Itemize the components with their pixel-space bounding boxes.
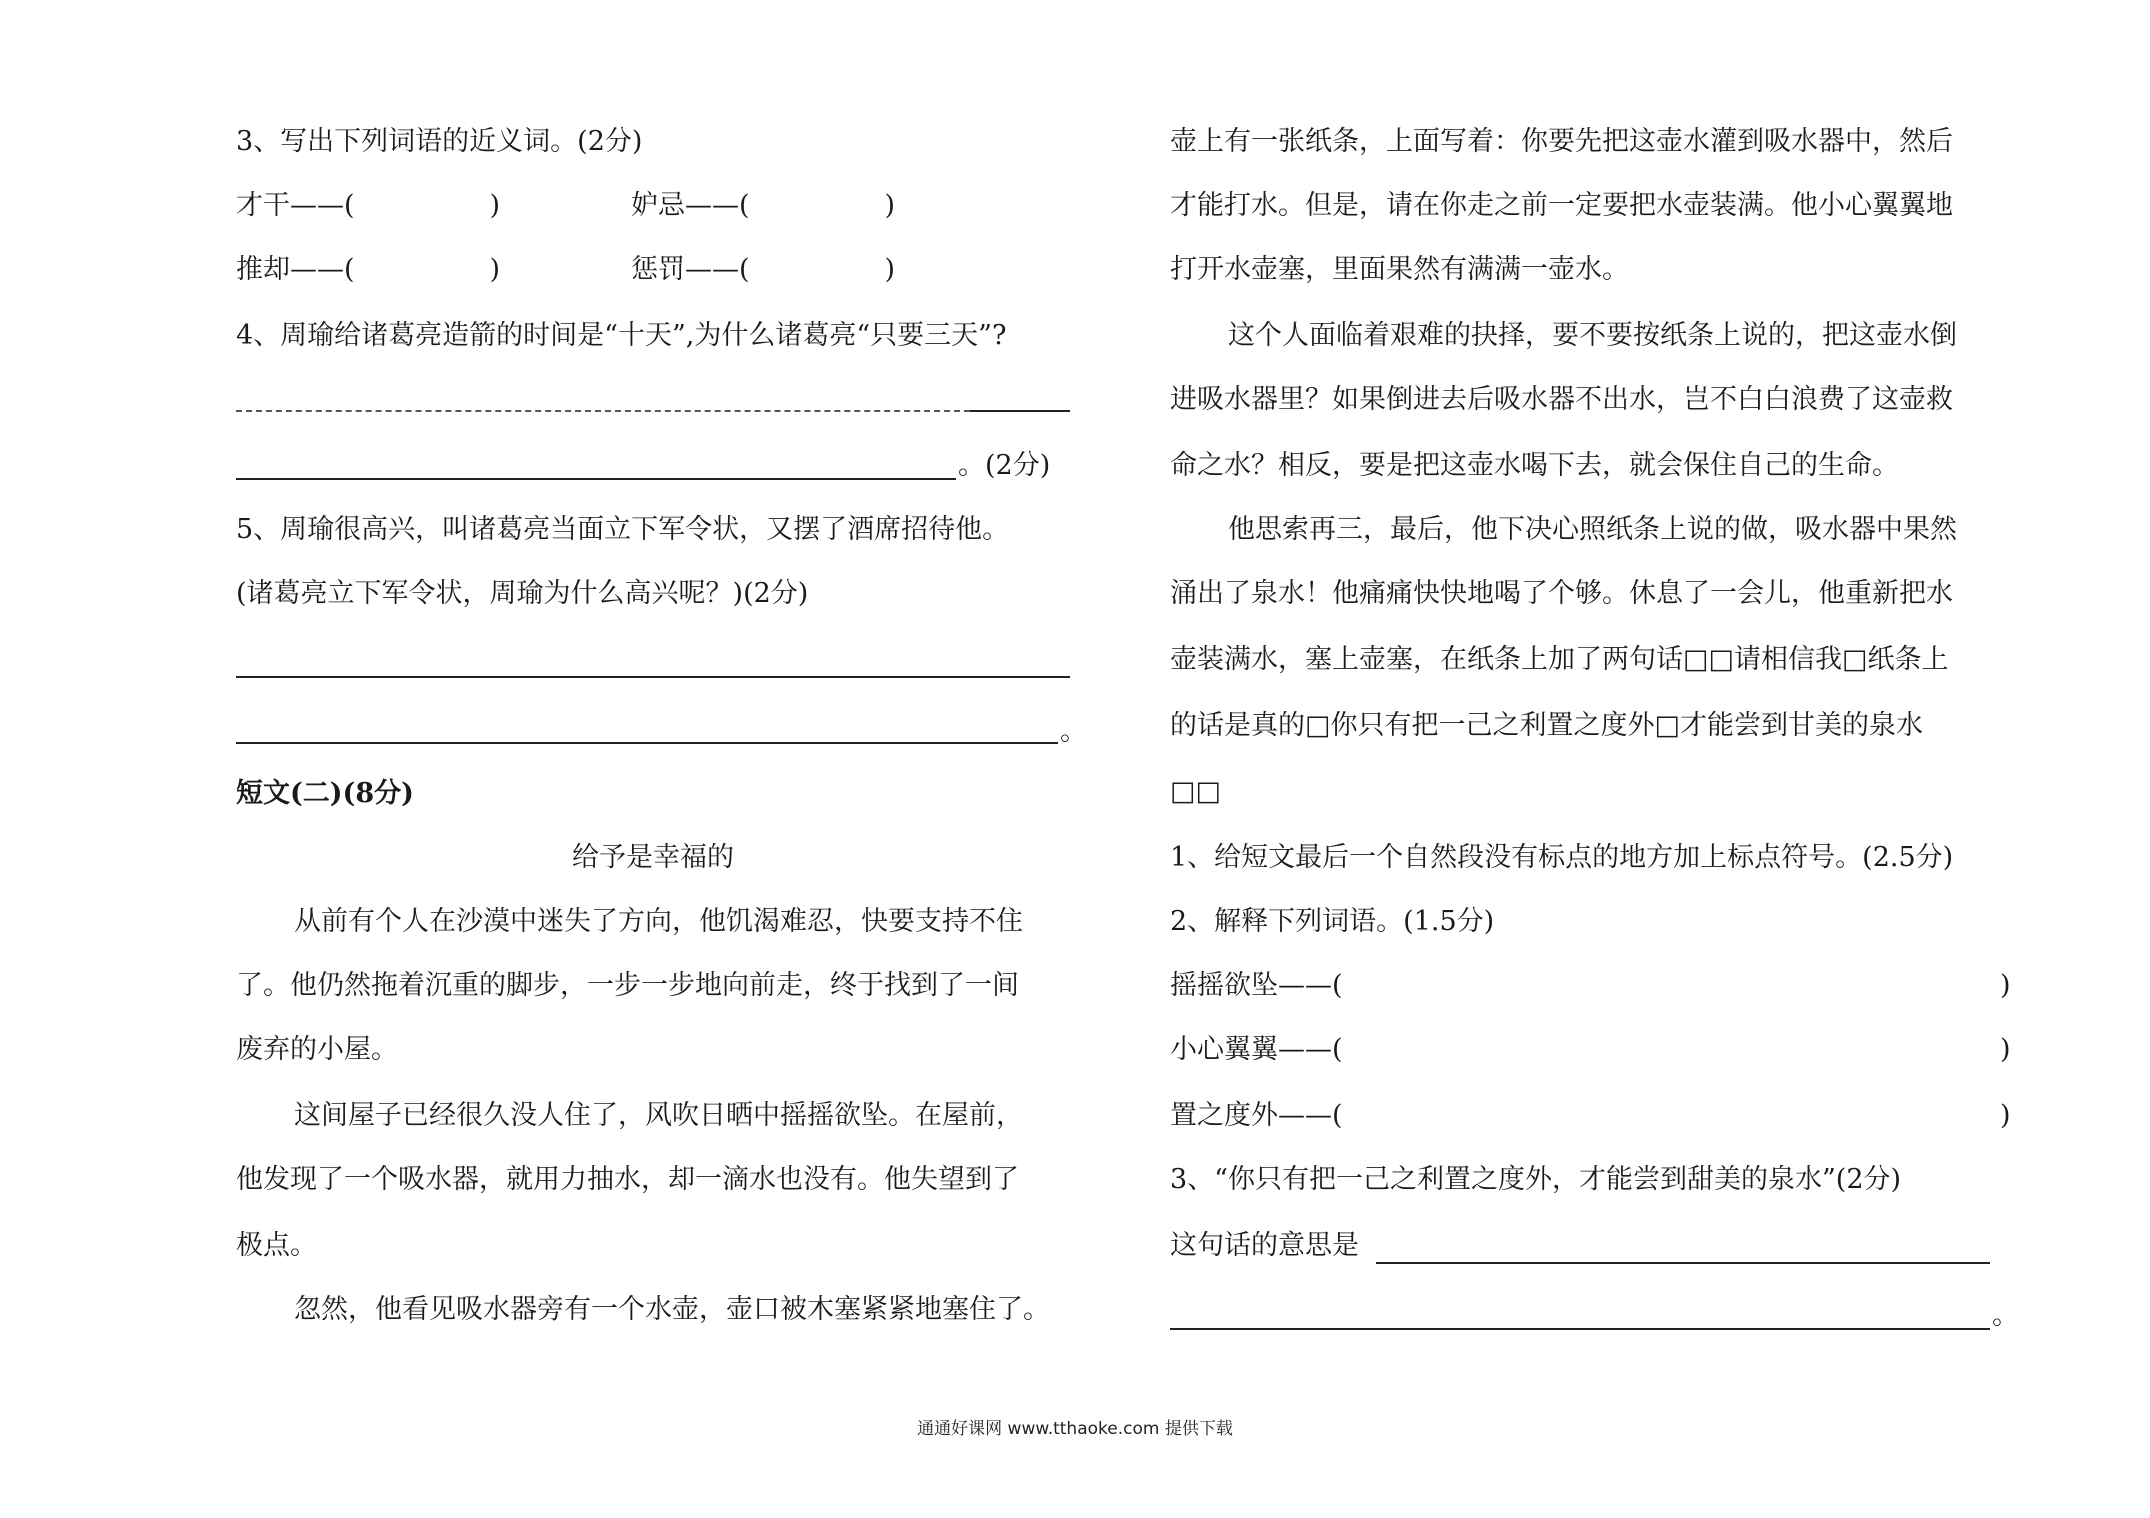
question-3-answer-line-1[interactable] bbox=[1376, 1262, 1990, 1264]
q4-answer-line-2[interactable] bbox=[236, 478, 956, 480]
story-line-4: 这个人面临着艰难的抉择，要不要按纸条上说的，把这壶水倒 bbox=[1228, 320, 1957, 351]
q3-synonym-duji: 妒忌——( ) bbox=[631, 190, 896, 221]
left-column bbox=[236, 0, 1086, 1440]
define-yaoyaoyuzhui: 摇摇欲坠——( bbox=[1170, 970, 1343, 1001]
q4-answer-line-1-end[interactable] bbox=[970, 410, 1070, 412]
q5-answer-line-2[interactable] bbox=[236, 742, 1058, 744]
q5-answer-line-1[interactable] bbox=[236, 676, 1070, 678]
define-zhizhiduwai: 置之度外——( bbox=[1170, 1100, 1343, 1131]
q3-title: 3、写出下列词语的近义词。(2分) bbox=[236, 126, 643, 157]
story-line-8: 涌出了泉水！他痛痛快快地喝了个够。休息了一会儿，他重新把水 bbox=[1170, 578, 1953, 609]
question-3-prompt: 这句话的意思是 bbox=[1170, 1230, 1359, 1261]
story-line-9: 壶装满水，塞上壶塞，在纸条上加了两句话□□请相信我□纸条上 bbox=[1170, 644, 1949, 675]
q4-score: 。(2分) bbox=[958, 450, 1051, 481]
define-xiaoxinyiyi: 小心翼翼——( bbox=[1170, 1034, 1343, 1065]
q3-synonym-tuique: 推却——( ) bbox=[236, 254, 501, 285]
q5-title: 5、周瑜很高兴，叫诸葛亮当面立下军令状，又摆了酒席招待他。 bbox=[236, 514, 1010, 545]
article-title: 给予是幸福的 bbox=[572, 842, 734, 873]
story-line-10: 的话是真的□你只有把一己之利置之度外□才能尝到甘美的泉水 bbox=[1170, 710, 1924, 741]
paragraph-1-line-3: 废弃的小屋。 bbox=[236, 1034, 398, 1065]
paragraph-2-line-3: 极点。 bbox=[236, 1230, 317, 1261]
define-yaoyaoyuzhui-close: ) bbox=[2000, 970, 2011, 1001]
story-line-6: 命之水？相反，要是把这壶水喝下去，就会保住自己的生命。 bbox=[1170, 450, 1899, 481]
define-zhizhiduwai-close: ) bbox=[2000, 1100, 2011, 1131]
story-line-3: 打开水壶塞，里面果然有满满一壶水。 bbox=[1170, 254, 1629, 285]
question-1: 1、给短文最后一个自然段没有标点的地方加上标点符号。(2.5分) bbox=[1170, 842, 1954, 873]
paragraph-2-line-2: 他发现了一个吸水器，就用力抽水，却一滴水也没有。他失望到了 bbox=[236, 1164, 1019, 1195]
q4-title: 4、周瑜给诸葛亮造箭的时间是“十天”,为什么诸葛亮“只要三天”? bbox=[236, 320, 1007, 351]
story-line-11: □□ bbox=[1170, 776, 1222, 807]
paragraph-1-line-2: 了。他仍然拖着沉重的脚步，一步一步地向前走，终于找到了一间 bbox=[236, 970, 1019, 1001]
story-line-1: 壶上有一张纸条，上面写着：你要先把这壶水灌到吸水器中，然后 bbox=[1170, 126, 1953, 157]
right-column bbox=[1170, 0, 2020, 1440]
paragraph-1-line-1: 从前有个人在沙漠中迷失了方向，他饥渴难忍，快要支持不住 bbox=[294, 906, 1023, 937]
q3-synonym-caigan: 才干——( ) bbox=[236, 190, 501, 221]
q5-subquestion: (诸葛亮立下军令状，周瑜为什么高兴呢？)(2分) bbox=[236, 578, 809, 609]
question-3-end-mark: 。 bbox=[1992, 1300, 2019, 1331]
q3-synonym-chengfa: 惩罚——( ) bbox=[631, 254, 896, 285]
story-line-2: 才能打水。但是，请在你走之前一定要把水壶装满。他小心翼翼地 bbox=[1170, 190, 1953, 221]
question-3-answer-line-2[interactable] bbox=[1170, 1328, 1990, 1330]
question-3: 3、“你只有把一己之利置之度外，才能尝到甜美的泉水”(2分) bbox=[1170, 1164, 1902, 1195]
story-line-5: 进吸水器里？如果倒进去后吸水器不出水，岂不白白浪费了这壶救 bbox=[1170, 384, 1953, 415]
story-line-7: 他思索再三，最后，他下决心照纸条上说的做，吸水器中果然 bbox=[1228, 514, 1957, 545]
question-2: 2、解释下列词语。(1.5分) bbox=[1170, 906, 1495, 937]
paragraph-2-line-1: 这间屋子已经很久没人住了，风吹日晒中摇摇欲坠。在屋前， bbox=[294, 1100, 1023, 1131]
paragraph-3-line-1: 忽然，他看见吸水器旁有一个水壶，壶口被木塞紧紧地塞住了。 bbox=[294, 1294, 1050, 1325]
q4-answer-line-1[interactable] bbox=[236, 410, 970, 412]
q5-end-mark: 。 bbox=[1060, 716, 1087, 747]
section-2-title: 短文(二)(8分) bbox=[236, 778, 414, 809]
footer-source-note: 通通好课网 www.tthaoke.com 提供下载 bbox=[917, 1419, 1233, 1439]
define-xiaoxinyiyi-close: ) bbox=[2000, 1034, 2011, 1065]
